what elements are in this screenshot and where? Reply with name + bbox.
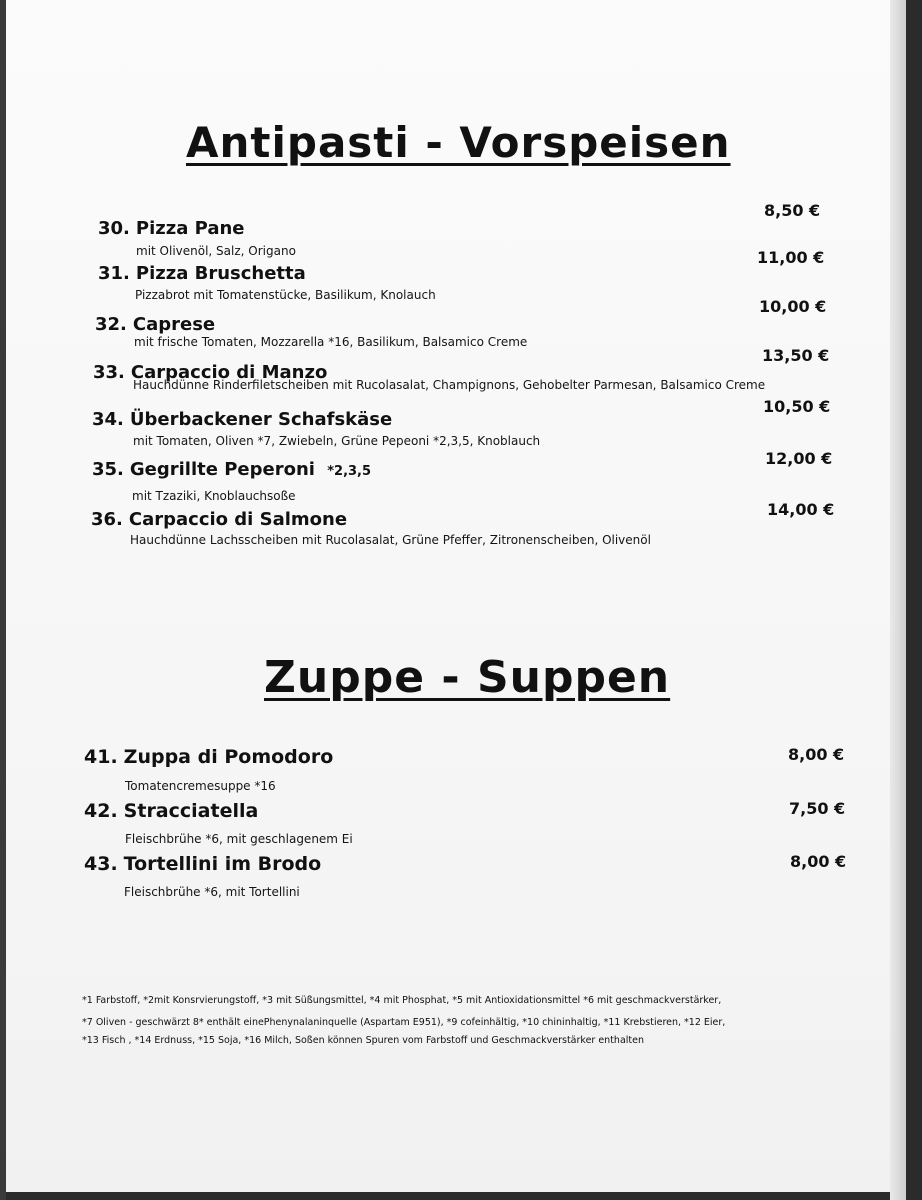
price-30: 8,50 € [764, 201, 821, 220]
item-desc-35: mit Tzaziki, Knoblauchsoße [132, 489, 296, 503]
menu-item-35 [92, 459, 371, 480]
footnote-line-1: *1 Farbstoff, *2mit Konsrvierungstoff, *3 mit Süßungsmittel, *4 mit Phosphat, *5 mit Antioxidationsmittel *6 mit geschmackverstärker, [82, 995, 722, 1006]
price-35: 12,00 € [765, 449, 833, 468]
item-number: 41. [84, 746, 118, 768]
item-desc-30: mit Olivenöl, Salz, Origano [136, 244, 296, 258]
price-34: 10,50 € [763, 397, 831, 416]
price-42: 7,50 € [789, 799, 846, 818]
menu-item-42 [84, 800, 258, 822]
section-title-zuppe: Zuppe - Suppen [264, 652, 671, 703]
item-number: 33. [93, 362, 125, 383]
section-title-antipasti: Antipasti - Vorspeisen [186, 118, 731, 167]
item-number: 32. [95, 314, 127, 335]
item-number: 35. [92, 459, 124, 480]
item-desc-31: Pizzabrot mit Tomatenstücke, Basilikum, Knolauch [135, 288, 436, 302]
item-name: Zuppa di Pomodoro [123, 746, 334, 768]
price-32: 10,00 € [759, 297, 827, 316]
item-desc-32: mit frische Tomaten, Mozzarella *16, Basilikum, Balsamico Creme [134, 335, 528, 349]
item-number: 30. [98, 218, 130, 239]
price-31: 11,00 € [757, 248, 825, 267]
item-name: Stracciatella [123, 800, 259, 822]
footnote-line-2: *7 Oliven - geschwärzt 8* enthält einePhenynalaninquelle (Aspartam E951), *9 cofeinhältig, *10 chininhaltig, *11 Krebstieren, *12 Eier, [82, 1017, 726, 1028]
menu-item-30 [98, 218, 245, 239]
item-name-suffix: *2,3,5 [327, 464, 372, 479]
price-36: 14,00 € [767, 500, 835, 519]
item-number: 34. [92, 409, 124, 430]
menu-item-43 [84, 853, 321, 875]
item-number: 31. [98, 263, 130, 284]
item-number: 42. [84, 800, 118, 822]
item-desc-34: mit Tomaten, Oliven *7, Zwiebeln, Grüne Pepeoni *2,3,5, Knoblauch [133, 434, 541, 448]
item-number: 36. [91, 509, 123, 530]
item-desc-36: Hauchdünne Lachsscheiben mit Rucolasalat, Grüne Pfeffer, Zitronenscheiben, Olivenöl [130, 533, 651, 547]
menu-page [6, 0, 906, 1192]
page-right-edge [890, 0, 906, 1200]
item-name: Pizza Bruschetta [135, 263, 306, 284]
footnote-line-3: *13 Fisch , *14 Erdnuss, *15 Soja, *16 Milch, Soßen können Spuren vom Farbstoff und Geschmackverstärker enthalten [82, 1035, 645, 1046]
price-33: 13,50 € [762, 346, 830, 365]
price-43: 8,00 € [790, 852, 847, 871]
menu-item-36 [91, 509, 347, 530]
price-41: 8,00 € [788, 745, 845, 764]
menu-item-34 [92, 409, 392, 430]
item-desc-33: Hauchdünne Rinderfiletscheiben mit Rucolasalat, Champignons, Gehobelter Parmesan, Balsamico Creme [133, 378, 766, 392]
item-number: 43. [84, 853, 118, 875]
menu-item-41 [84, 746, 333, 768]
item-name: Tortellini im Brodo [123, 853, 322, 875]
menu-item-32 [95, 314, 215, 335]
item-name: Pizza Pane [135, 218, 245, 239]
menu-item-31 [98, 263, 306, 284]
item-desc-41: Tomatencremesuppe *16 [125, 779, 276, 793]
item-name: Gegrillte Peperoni [129, 459, 315, 480]
item-name: Carpaccio di Salmone [128, 509, 348, 530]
item-desc-43: Fleischbrühe *6, mit Tortellini [124, 885, 300, 899]
item-name: Caprese [132, 314, 216, 335]
item-name: Carpaccio di Manzo [130, 362, 328, 383]
item-name: Überbackener Schafskäse [129, 409, 393, 430]
item-desc-42: Fleischbrühe *6, mit geschlagenem Ei [125, 832, 353, 846]
